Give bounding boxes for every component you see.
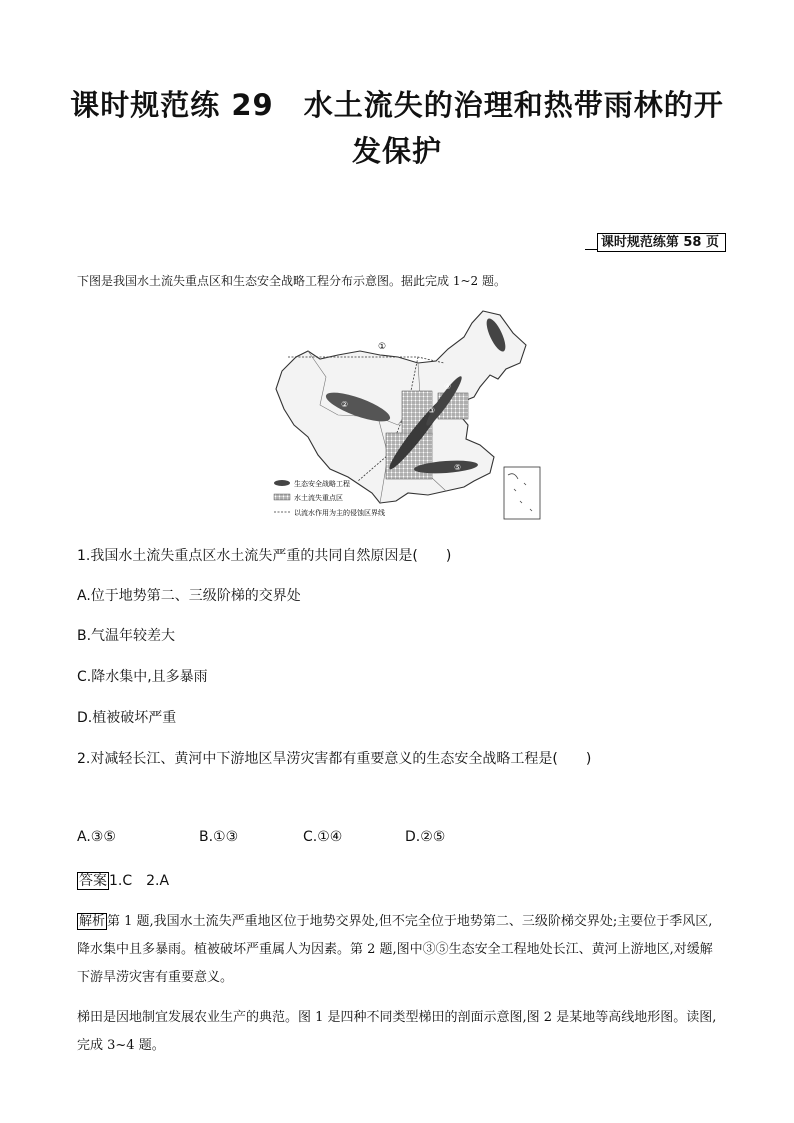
question-2-option-b: B.①③: [199, 829, 239, 845]
analysis-block: [77, 908, 725, 992]
analysis-text: 第 1 题,我国水土流失严重地区位于地势交界处,但不完全位于地势第二、三级阶梯交界处;主要位于季风区,降水集中且多暴雨。植被破坏严重属人为因素。第 2 题,图中③⑤生态安全工程地处长江、黄河上游地区,对缓解下游旱涝灾害有重要意义。: [77, 914, 713, 985]
question-1-option-d: D.植被破坏严重: [77, 710, 177, 726]
page-reference: [585, 231, 726, 250]
question-2-stem: 2.对减轻长江、黄河中下游地区旱涝灾害都有重要意义的生态安全战略工程是( ): [77, 751, 592, 767]
legend-item-erosion: 水土流失重点区: [294, 494, 343, 502]
analysis-tag: 解析: [79, 914, 106, 929]
answer-block: [77, 870, 169, 890]
question-intro: 下图是我国水土流失重点区和生态安全战略工程分布示意图。据此完成 1~2 题。: [77, 274, 506, 288]
map-label: ③: [428, 406, 436, 415]
legend-eco-swatch: [274, 480, 290, 486]
question-2-option-a: A.③⑤: [77, 829, 116, 845]
question-1-option-c: C.降水集中,且多暴雨: [77, 669, 208, 685]
question-1-option-b: B.气温年较差大: [77, 628, 176, 644]
page-reference-rule: [585, 235, 597, 250]
question-2-options: [77, 829, 577, 849]
page-reference-label: 课时规范练第 58 页: [597, 233, 726, 252]
legend-item-boundary: 以流水作用为主的侵蚀区界线: [294, 509, 385, 517]
map-label: ④: [444, 382, 452, 391]
answer-text: 1.C 2.A: [109, 873, 170, 889]
question-2-option-c: C.①④: [303, 829, 343, 845]
legend-item-eco: 生态安全战略工程: [294, 480, 350, 488]
title-line-1: 课时规范练 29 水土流失的治理和热带雨林的开: [70, 88, 724, 122]
question-2-option-d: D.②⑤: [405, 829, 446, 845]
next-question-intro: 梯田是因地制宜发展农业生产的典范。图 1 是四种不同类型梯田的剖面示意图,图 2 是某地等高线地形图。读图,完成 3~4 题。: [77, 1010, 717, 1053]
answer-tag: 答案: [79, 873, 107, 889]
legend-erosion-swatch: [274, 494, 290, 500]
china-map-figure: [268, 305, 543, 527]
page-title: [60, 82, 734, 174]
south-china-sea-inset: [504, 467, 540, 519]
title-line-2: 发保护: [351, 134, 442, 168]
map-label: ②: [341, 400, 349, 409]
map-label: ①: [378, 342, 387, 352]
map-label: ⑤: [454, 463, 462, 472]
question-1-stem: 1.我国水土流失重点区水土流失严重的共同自然原因是( ): [77, 548, 452, 564]
question-1-option-a: A.位于地势第二、三级阶梯的交界处: [77, 588, 301, 604]
